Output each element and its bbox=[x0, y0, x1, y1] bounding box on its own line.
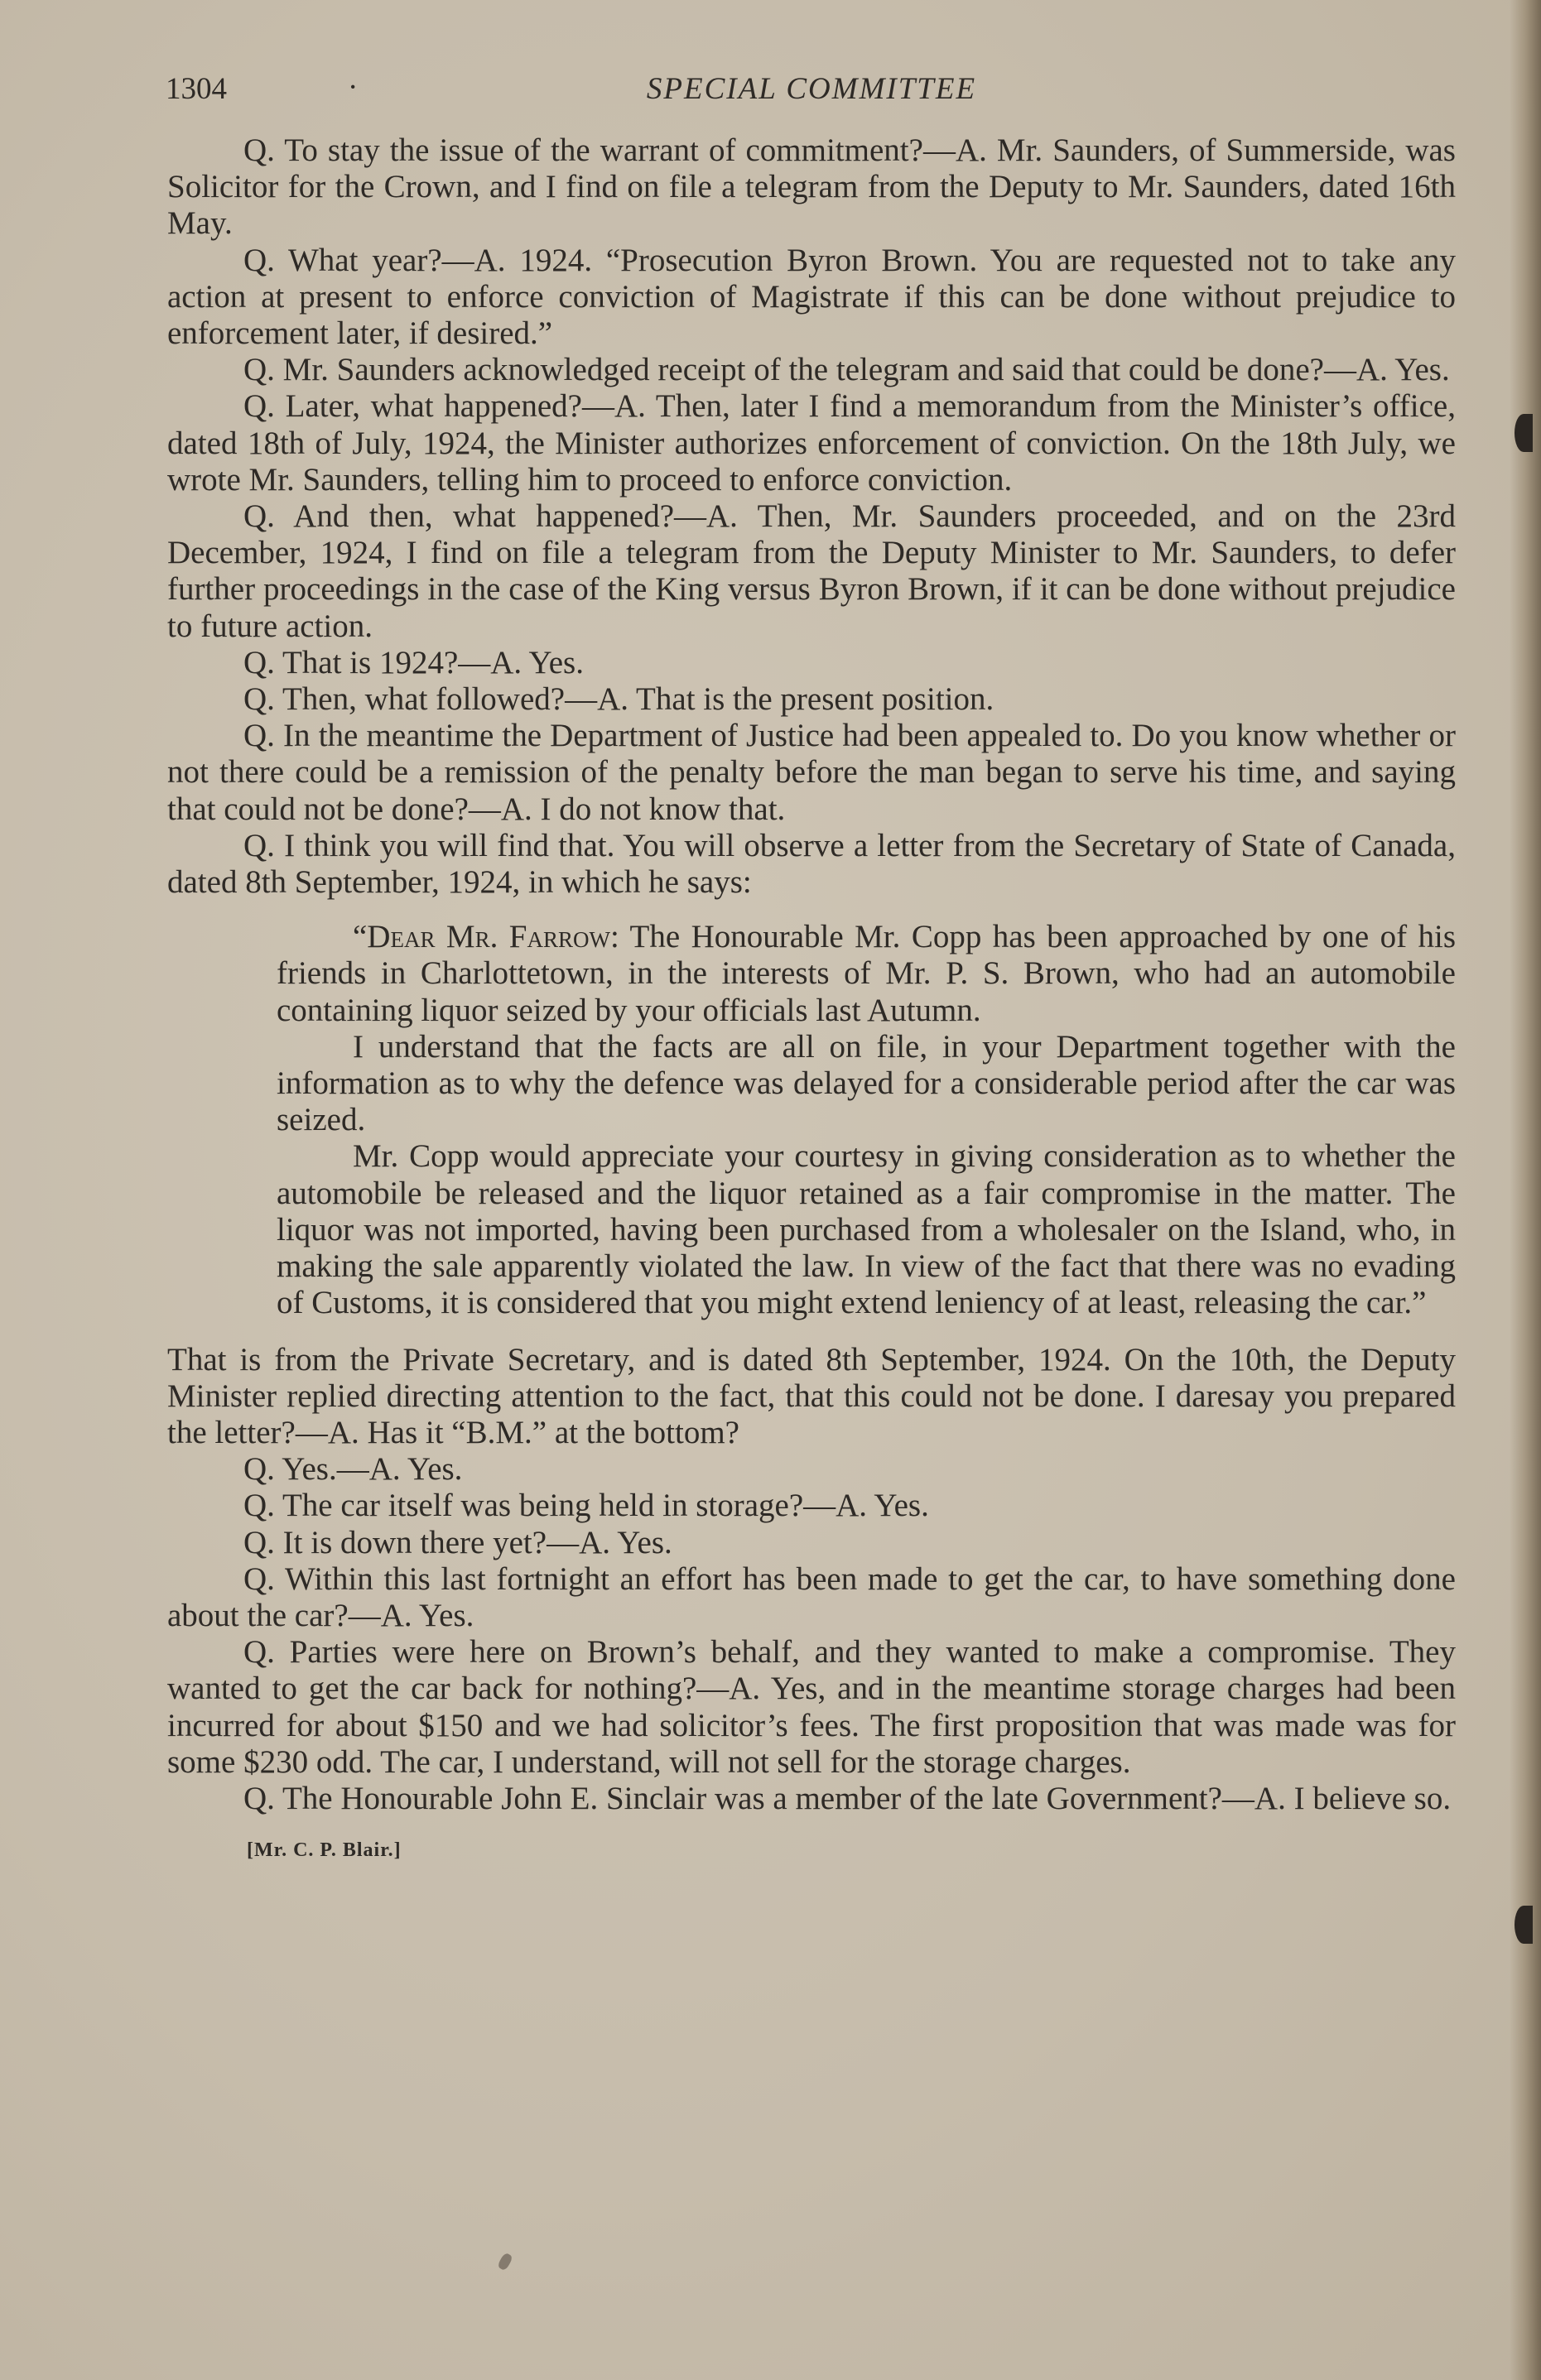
quote-paragraph bbox=[277, 919, 1456, 1029]
page-body bbox=[167, 132, 1456, 1868]
paragraph: Q. In the meantime the Department of Justice had been appealed to. Do you know whether or not there could be a remission of the penalty before the man began to serve his time, and saying that could not be done?—A. I do not know that. bbox=[167, 718, 1456, 827]
paragraph: Q. Later, what happened?—A. Then, later I find a memorandum from the Minister’s office, dated 18th of July, 1924, the Minister authorizes enforcement of conviction. On the 18th July, we wrote Mr. Saunders, telling him to proceed to enforce conviction. bbox=[167, 388, 1456, 498]
paragraph: Q. What year?—A. 1924. “Prosecution Byron Brown. You are requested not to take any action at present to enforce conviction of Magistrate if this can be done without prejudice to enforcement later, if desired.” bbox=[167, 242, 1456, 352]
paragraph: Q. The car itself was being held in storage?—A. Yes. bbox=[243, 1488, 929, 1524]
quote-salutation: “Dear Mr. Farrow: bbox=[353, 919, 619, 955]
page-header bbox=[166, 71, 1457, 104]
running-title: SPECIAL COMMITTEE bbox=[646, 72, 977, 106]
paragraph: Q. The Honourable John E. Sinclair was a member of the late Government?—A. I believe so. bbox=[243, 1780, 1452, 1816]
quote-paragraph: Mr. Copp would appreciate your courtesy in giving consideration as to whether the automobile be released and the liquor retained as a fair compromise in the matter. The liquor was not imported, having been purchased from a wholesaler on the Island, who, in making the sale apparently violated the law. In view of the fact that there was no evading of Customs, it is considered that you might extend leniency of at least, releasing the car.” bbox=[277, 1138, 1456, 1321]
binding-mark-upper bbox=[1515, 414, 1533, 452]
paragraph: Q. It is down there yet?—A. Yes. bbox=[243, 1524, 672, 1560]
quote-text: The Honourable Mr. Copp has been approached by one of his friends in Charlottetown, in the interests of Mr. P. S. Brown, who had an automobile containing liquor seized by your officials last Autumn. bbox=[277, 919, 1456, 1028]
paragraph: Q. Then, what followed?—A. That is the present position. bbox=[243, 681, 994, 718]
quote-paragraph: I understand that the facts are all on file, in your Department together with the information as to why the defence was delayed for a considerable period after the car was seized. bbox=[277, 1028, 1456, 1138]
paragraph: Q. That is 1924?—A. Yes. bbox=[243, 644, 584, 680]
paragraph: Q. Mr. Saunders acknowledged receipt of the telegram and said that could be done?—A. Yes. bbox=[243, 352, 1450, 388]
paragraph: Q. I think you will find that. You will observe a letter from the Secretary of State of Canada, dated 8th September, 1924, in which he says: bbox=[167, 827, 1456, 901]
paragraph: Q. Yes.—A. Yes. bbox=[243, 1451, 463, 1488]
page-number: 1304 bbox=[166, 72, 227, 106]
binding-mark-lower bbox=[1515, 1906, 1533, 1944]
ink-smudge bbox=[497, 2252, 513, 2271]
paragraph: Q. To stay the issue of the warrant of commitment?—A. Mr. Saunders, of Summerside, was Solicitor for the Crown, and I find on file a telegram from the Deputy to Mr. Saunders, dated 16th May. bbox=[167, 132, 1456, 242]
header-dot: · bbox=[348, 70, 359, 104]
paragraph: Q. Within this last fortnight an effort has been made to get the car, to have something done about the car?—A. Yes. bbox=[167, 1560, 1456, 1633]
speaker-attribution: [Mr. C. P. Blair.] bbox=[247, 1839, 402, 1862]
block-quote bbox=[277, 919, 1456, 1321]
paragraph: Q. And then, what happened?—A. Then, Mr. Saunders proceeded, and on the 23rd December, 1924, I find on file a telegram from the Deputy Minister to Mr. Saunders, to defer further proceedings in the case of the King versus Byron Brown, if it can be done without prejudice to future action. bbox=[167, 498, 1456, 644]
paragraph: That is from the Private Secretary, and is dated 8th September, 1924. On the 10th, the Deputy Minister replied directing attention to the fact, that this could not be done. I daresay you prepared the letter?—A. Has it “B.M.” at the bottom? bbox=[167, 1341, 1456, 1450]
page-edge-shadow bbox=[1510, 0, 1541, 2380]
paragraph: Q. Parties were here on Brown’s behalf, and they wanted to make a compromise. They wanted to get the car back for nothing?—A. Yes, and in the meantime storage charges had been incurred for about $150 and we had solicitor’s fees. The first proposition that was made was for some $230 odd. The car, I understand, will not sell for the storage charges. bbox=[167, 1634, 1456, 1780]
